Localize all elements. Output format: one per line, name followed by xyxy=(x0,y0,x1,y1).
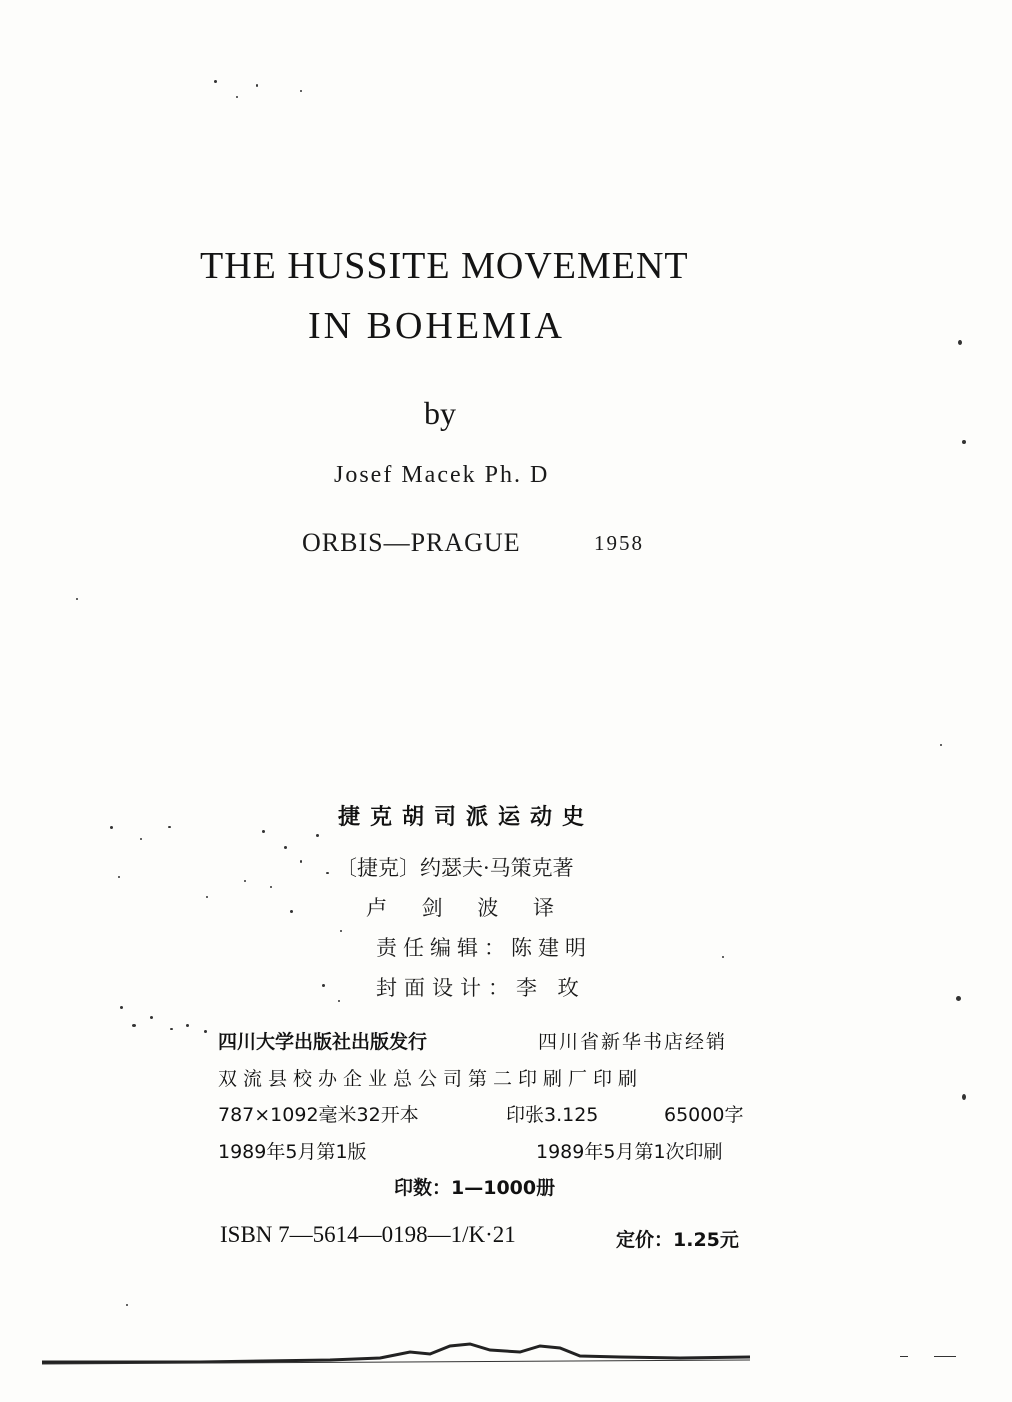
distributor-line: 四川省新华书店经销 xyxy=(538,1031,728,1053)
word-count: 65000字 xyxy=(664,1104,744,1126)
format-line: 787×1092毫米32开本 xyxy=(218,1104,419,1126)
english-title-line-2: IN BOHEMIA xyxy=(308,305,565,347)
english-year: 1958 xyxy=(594,531,644,555)
sheets-line: 印张3.125 xyxy=(506,1104,599,1126)
by-word: by xyxy=(424,395,456,431)
chinese-editor: 责任编辑：陈建明 xyxy=(376,936,592,960)
chinese-author: 〔捷克〕约瑟夫·马策克著 xyxy=(336,856,574,880)
isbn: ISBN 7—5614—0198—1/K·21 xyxy=(220,1222,516,1247)
printer-line: 双流县校办企业总公司第二印刷厂印刷 xyxy=(218,1068,644,1090)
print-run: 印数：1—1000册 xyxy=(394,1177,556,1199)
chinese-translator: 卢 剑 波 译 xyxy=(366,896,569,920)
edition-line: 1989年5月第1版 xyxy=(218,1141,367,1163)
price: 定价：1.25元 xyxy=(616,1229,739,1251)
english-author: Josef Macek Ph. D xyxy=(334,462,550,488)
english-title-line-1: THE HUSSITE MOVEMENT xyxy=(200,245,689,287)
chinese-cover-design: 封面设计：李 玫 xyxy=(376,976,586,1000)
printing-line: 1989年5月第1次印刷 xyxy=(536,1141,723,1163)
publisher-line: 四川大学出版社出版发行 xyxy=(218,1031,428,1053)
english-publisher: ORBIS—PRAGUE xyxy=(302,528,521,557)
chinese-title: 捷克胡司派运动史 xyxy=(338,805,595,830)
